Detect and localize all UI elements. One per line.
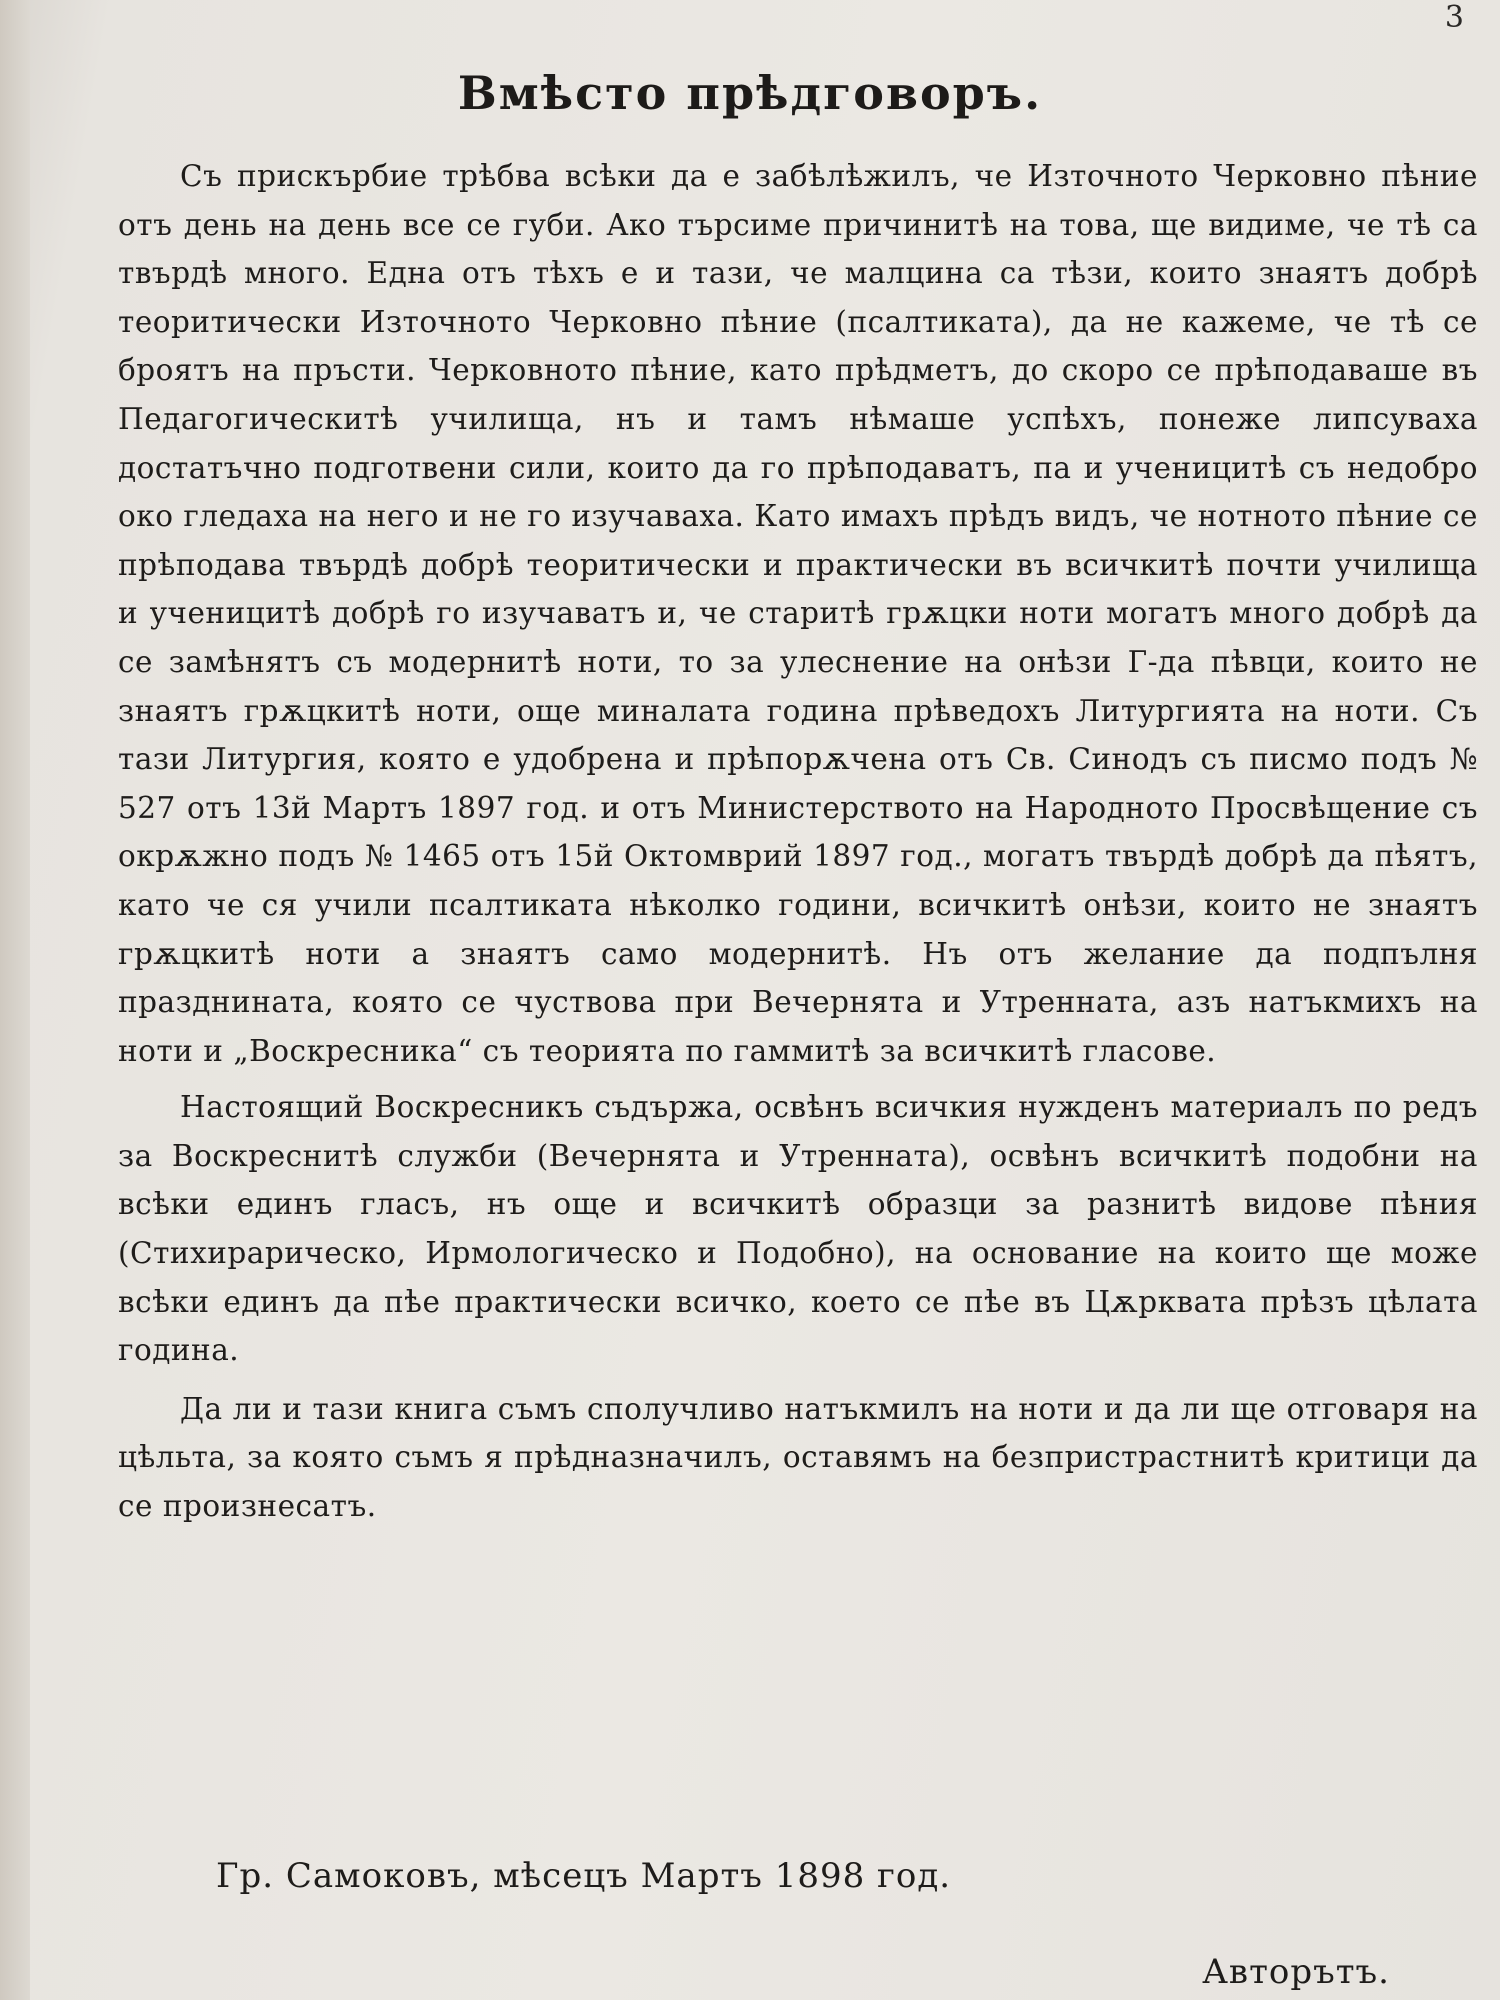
page-number: 3 <box>1444 0 1464 35</box>
page-title: Вмѣсто прѣдговоръ. <box>457 66 1043 120</box>
paragraph-1: Съ прискърбие трѣбва всѣки да е забѣлѣжилъ, че Източното Черковно пѣние отъ день на день все се губи. Ако търсиме причинитѣ на това, ще видиме, че тѣ са твърдѣ много. Една отъ тѣхъ е и тази, че малцина са тѣзи, които знаятъ добрѣ теоритически Източното Черковно пѣние (псалтиката), да не кажеме, че тѣ се броятъ на пръсти. Черковното пѣние, като прѣдметъ, до скоро се прѣподаваше въ Педагогическитѣ училища, нъ и тамъ нѣмаше успѣхъ, понеже липсуваха достатъчно подготвени сили, които да го прѣподаватъ, па и ученицитѣ съ недобро око гледаха на него и не го изучаваха. Като имахъ прѣдъ видъ, че нотното пѣние се прѣподава твърдѣ добрѣ теоритически и практически въ всичкитѣ почти училища и ученицитѣ добрѣ го изучаватъ и, че старитѣ грѫцки ноти могатъ много добрѣ да се замѣнятъ съ модернитѣ ноти, то за улеснение на онѣзи Г-да пѣвци, които не знаятъ грѫцкитѣ ноти, още миналата година прѣведохъ Литургията на ноти. Съ тази Литургия, която е удобрена и прѣпорѫчена отъ Св. Синодъ съ писмо подъ № 527 отъ 13й Мартъ 1897 год. и отъ Министерството на Народното Просвѣщение съ окрѫжно подъ № 1465 отъ 15й Октомврий 1897 год., могатъ твърдѣ добрѣ да пѣятъ, като че ся учили псалтиката нѣколко години, всичкитѣ онѣзи, които не знаятъ грѫцкитѣ ноти а знаятъ само модернитѣ. Нъ отъ желание да подпълня празднината, която се чуствова при Вечернята и Утренната, азъ натъкмихъ на ноти и „Воскресника“ съ теорията по гаммитѣ за всичкитѣ гласове. <box>118 159 1478 1068</box>
page-gutter <box>0 0 30 2000</box>
preface-body <box>118 152 1478 1531</box>
author-signature: Авторътъ. <box>1202 1952 1390 1992</box>
paragraph-2: Настоящий Воскресникъ съдържа, освѣнъ всичкия нужденъ материалъ по редъ за Воскреснитѣ служби (Вечернята и Утренната), освѣнъ всичкитѣ подобни на всѣки единъ гласъ, нъ още и всичкитѣ образци за разнитѣ видове пѣния (Стихирарическо, Ирмологическо и Подобно), на основание на които ще може всѣки единъ да пѣе практически всичко, което се пѣе въ Цѫрквата прѣзъ цѣлата година. <box>118 1090 1478 1368</box>
paragraph-3: Да ли и тази книга съмъ сполучливо натъкмилъ на ноти и да ли ще отговаря на цѣльта, за която съмъ я прѣдназначилъ, оставямъ на безпристрастнитѣ критици да се произнесатъ. <box>118 1391 1478 1524</box>
place-date-line: Гр. Самоковъ, мѣсецъ Мартъ 1898 год. <box>216 1856 952 1896</box>
